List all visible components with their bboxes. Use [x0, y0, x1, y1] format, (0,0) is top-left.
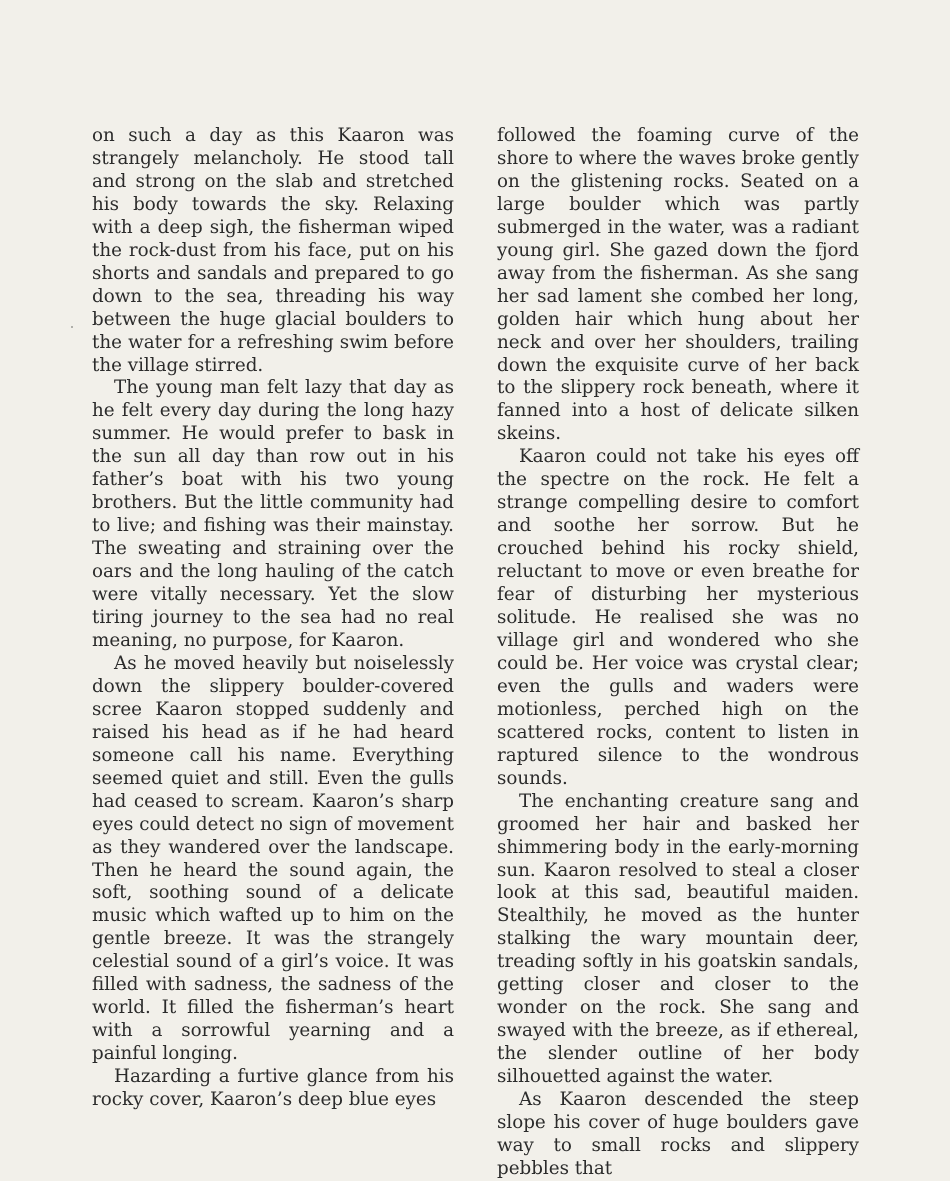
left-column — [92, 125, 454, 1112]
paper-speck — [71, 326, 73, 328]
paragraph-7: The enchanting creature sang and groomed her hair and basked her shimmering body in the early-morning sun. Kaaron resolved to steal a closer look at this sad, beautiful maiden. Stealthily, he moved as the hunter stalking the wary mountain deer, treading softly in his goatskin sandals, getting closer and closer to the wonder on the rock. She sang and swayed with the breeze, as if ethereal, the slender outline of her body silhouetted against the water. — [497, 790, 859, 1088]
paragraph-2: The young man felt lazy that day as he felt every day during the long hazy summer. He would prefer to bask in the sun all day than row out in his father’s boat with his two young brothers. But the little community had to live; and fishing was their mainstay. The sweating and straining over the oars and the long hauling of the catch were vitally necessary. Yet the slow tiring journey to the sea had no real meaning, no purpose, for Kaaron. — [92, 377, 454, 651]
paragraph-4: Hazarding a furtive glance from his rocky cover, Kaaron’s deep blue eyes — [92, 1066, 454, 1111]
paragraph-6: Kaaron could not take his eyes off the spectre on the rock. He felt a strange compelling desire to comfort and soothe her sorrow. But he crouched behind his rocky shield, reluctant to move or even breathe for fear of disturbing her mysterious solitude. He realised she was no village girl and wondered who she could be. Her voice was crystal clear; even the gulls and waders were motionless, perched high on the scattered rocks, content to listen in raptured silence to the wondrous sounds. — [497, 446, 859, 789]
paragraph-8: As Kaaron descended the steep slope his cover of huge boulders gave way to small rocks and slippery pebbles that — [497, 1089, 859, 1179]
right-column — [497, 125, 859, 1181]
paragraph-3: As he moved heavily but noiselessly down the slippery boulder-covered scree Kaaron stopped suddenly and raised his head as if he had heard someone call his name. Everything seemed quiet and still. Even the gulls had ceased to scream. Kaaron’s sharp eyes could detect no sign of movement as they wandered over the landscape. Then he heard the sound again, the soft, soothing sound of a delicate music which wafted up to him on the gentle breeze. It was the strangely celestial sound of a girl’s voice. It was filled with sadness, the sadness of the world. It filled the fisherman’s heart with a sorrowful yearning and a painful longing. — [92, 652, 454, 1065]
paragraph-1: on such a day as this Kaaron was strangely melancholy. He stood tall and strong on the slab and stretched his body towards the sky. Relaxing with a deep sigh, the fisherman wiped the rock-dust from his face, put on his shorts and sandals and prepared to go down to the sea, threading his way between the huge glacial boulders to the water for a refreshing swim before the village stirred. — [92, 125, 454, 376]
paragraph-5: followed the foaming curve of the shore to where the waves broke gently on the glistening rocks. Seated on a large boulder which was partly submerged in the water, was a radiant young girl. She gazed down the fjord away from the fisherman. As she sang her sad lament she combed her long, golden hair which hung about her neck and over her shoulders, trailing down the exquisite curve of her back to the slippery rock beneath, where it fanned into a host of delicate silken skeins. — [497, 125, 859, 445]
